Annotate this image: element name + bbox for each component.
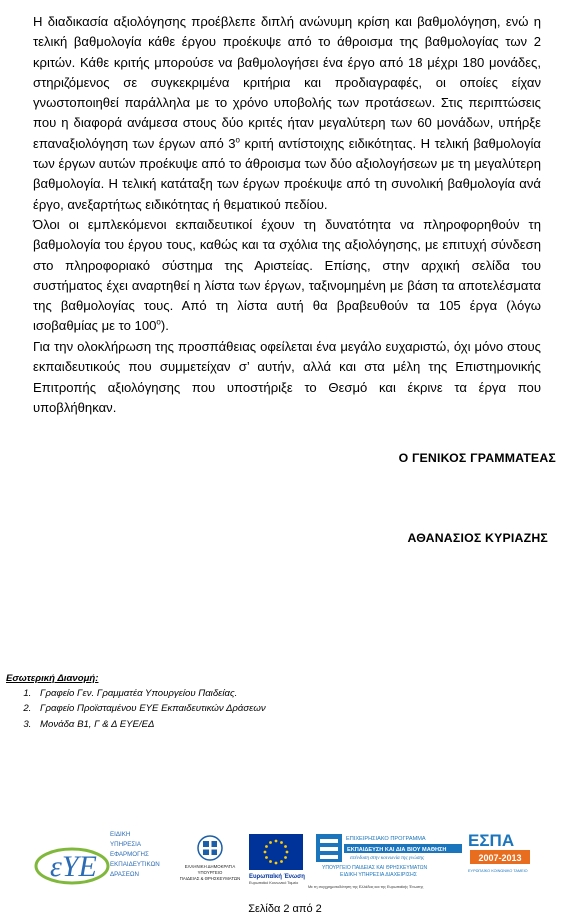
- eye-line: ΔΡΑΣΕΩΝ: [110, 871, 139, 878]
- eu-star: [275, 862, 278, 865]
- list-item: 3. Μονάδα Β1, Γ & Δ ΕΥΕ/ΕΔ: [34, 717, 266, 732]
- signature-title: Ο ΓΕΝΙΚΟΣ ΓΡΑΜΜΑΤΕΑΣ: [398, 451, 556, 465]
- paragraph-results-access: Όλοι οι εμπλεκόμενοι εκπαιδευτικοί έχουν τη δυνατότητα να πληροφορηθούν τη βαθμολογία του έργου τους, καθώς και τα σχόλια της αξιολόγησης, με επιτυχή σύνδεση στο πληροφοριακό σύστημα της Αριστείας. Επίσης, στην αρχική σελίδα του συστήματος έχει αναρτηθεί η λίστα των έργων, ταξινομημένη με βάση τα αποτελέσματα της βαθμολογίας τους. Από τη λίστα αυτή θα βραβευθούν τα 105 έργα (λόγω ισοβαθμίας με το $100^o$).: [33, 217, 541, 334]
- internal-distribution: [6, 671, 266, 732]
- program-line: επένδυση στην κοινωνία της γνώσης: [350, 855, 425, 861]
- eye-line: ΕΙΔΙΚΗ: [110, 831, 131, 838]
- eye-logo: [36, 831, 160, 883]
- eu-title: Ευρωπαϊκή Ένωση: [249, 874, 305, 880]
- program-line: ΥΠΟΥΡΓΕΙΟ ΠΑΙΔΕΙΑΣ ΚΑΙ ΘΡΗΣΚΕΥΜΑΤΩΝ: [322, 865, 428, 871]
- program-line: ΕΙΔΙΚΗ ΥΠΗΡΕΣΙΑ ΔΙΑΧΕΙΡΙΣΗΣ: [340, 872, 417, 878]
- paragraph-acknowledgements: Για την ολοκλήρωση της προσπάθειας οφείλεται ένα μεγάλο ευχαριστώ, όχι μόνο στους εκπαιδευτικούς που συμμετείχαν σ’ αυτήν, αλλά και στα μέλη της Επιστημονικής Επιτροπής αξιολόγησης που υποστήριξε το Θεσμό και έκρινε τα έργα που υποβλήθηκαν.: [33, 339, 541, 415]
- eu-star: [264, 851, 267, 854]
- ministry-logo: [180, 836, 240, 881]
- footer-logos-strip: [0, 826, 570, 896]
- eye-line: ΕΦΑΡΜΟΓΗΣ: [110, 851, 149, 858]
- espa-title: ΕΣΠΑ: [468, 831, 515, 850]
- page-number: Σελίδα 2 από 2: [248, 903, 322, 915]
- list-item: 2. Γραφείο Προϊσταμένου ΕΥΕ Εκπαιδευτικών Δράσεων: [34, 701, 266, 716]
- eu-star: [265, 856, 268, 859]
- eu-star: [286, 851, 289, 854]
- signature-name: ΑΘΑΝΑΣΙΟΣ ΚΥΡΙΑΖΗΣ: [407, 531, 548, 545]
- program-cofinance: Με τη συγχρηματοδότηση της Ελλάδας και της Ευρωπαϊκής Ένωσης: [308, 885, 424, 889]
- eu-star: [275, 840, 278, 843]
- espa-logo: [468, 831, 530, 873]
- ministry-line: ΠΑΙΔΕΙΑΣ & ΘΡΗΣΚΕΥΜΑΤΩΝ: [179, 876, 241, 881]
- footer-logos: [0, 826, 570, 896]
- eu-star: [280, 841, 283, 844]
- list-item: 1. Γραφείο Γεν. Γραμματέα Υπουργείου Παιδείας.: [34, 686, 266, 701]
- eu-star: [265, 845, 268, 848]
- program-logo: [308, 834, 462, 889]
- ministry-line: ΥΠΟΥΡΓΕΙΟ: [197, 870, 223, 875]
- espa-years: 2007-2013: [478, 853, 522, 863]
- eye-line: ΥΠΗΡΕΣΙΑ: [110, 841, 141, 848]
- eu-flag-logo: [249, 834, 305, 885]
- espa-fund: ΕΥΡΩΠΑΪΚΟ ΚΟΙΝΩΝΙΚΟ ΤΑΜΕΙΟ: [468, 869, 528, 873]
- program-line: ΕΚΠΑΙΔΕΥΣΗ ΚΑΙ ΔΙΑ ΒΙΟΥ ΜΑΘΗΣΗ: [347, 847, 447, 853]
- eu-star: [269, 841, 272, 844]
- eu-star: [284, 845, 287, 848]
- eu-subtitle: Ευρωπαϊκό Κοινωνικό Ταμείο: [249, 881, 299, 885]
- eu-star: [280, 860, 283, 863]
- eu-star: [284, 856, 287, 859]
- eu-star: [269, 860, 272, 863]
- internal-distribution-header: Εσωτερική Διανομή:: [6, 673, 99, 684]
- eye-logo-mark: εΥΕ: [50, 850, 97, 883]
- ministry-line: ΕΛΛΗΝΙΚΗ ΔΗΜΟΚΡΑΤΙΑ: [184, 864, 236, 869]
- internal-distribution-list: [6, 686, 266, 732]
- eye-line: ΕΚΠΑΙΔΕΥΤΙΚΩΝ: [110, 861, 160, 868]
- paragraph-evaluation-process: Η διαδικασία αξιολόγησης προέβλεπε διπλή ανώνυμη κρίση και βαθμολόγηση, ενώ η τελική βαθμολογία κάθε έργου προέκυψε από το άθροισμα της βαθμολογίας των 2 κριτών. Κάθε κριτής μπορούσε να βαθμολογήσει ένα έργο από 18 μέχρι 180 μονάδες, στηριζόμενος σε συγκεκριμένα κριτήρια και προδιαγραφές, οι οποίες είχαν γνωστοποιηθεί παράλληλα με το χρόνο υποβολής των προτάσεων. Στις περιπτώσεις που η διαφορά ανάμεσα στους δύο κριτές ήταν μεγαλύτερη των 60 μονάδων, υπήρξε επαναξιολόγηση των έργων από $3^o$ κριτή αντίστοιχης ειδικότητας. Η τελική βαθμολογία των έργων αυτών προέκυψε από το άθροισμα των δύο αξιολογήσεων με τη μεγαλύτερη βαθμολογία. Η τελική κατάταξη των έργων προέκυψε από τη συνολική βαθμολογία ανά έργο, ανεξαρτήτως ειδικότητας ή θεματικού πεδίου.: [33, 14, 541, 212]
- program-line: ΕΠΙΧΕΙΡΗΣΙΑΚΟ ΠΡΟΓΡΑΜΜΑ: [346, 836, 426, 842]
